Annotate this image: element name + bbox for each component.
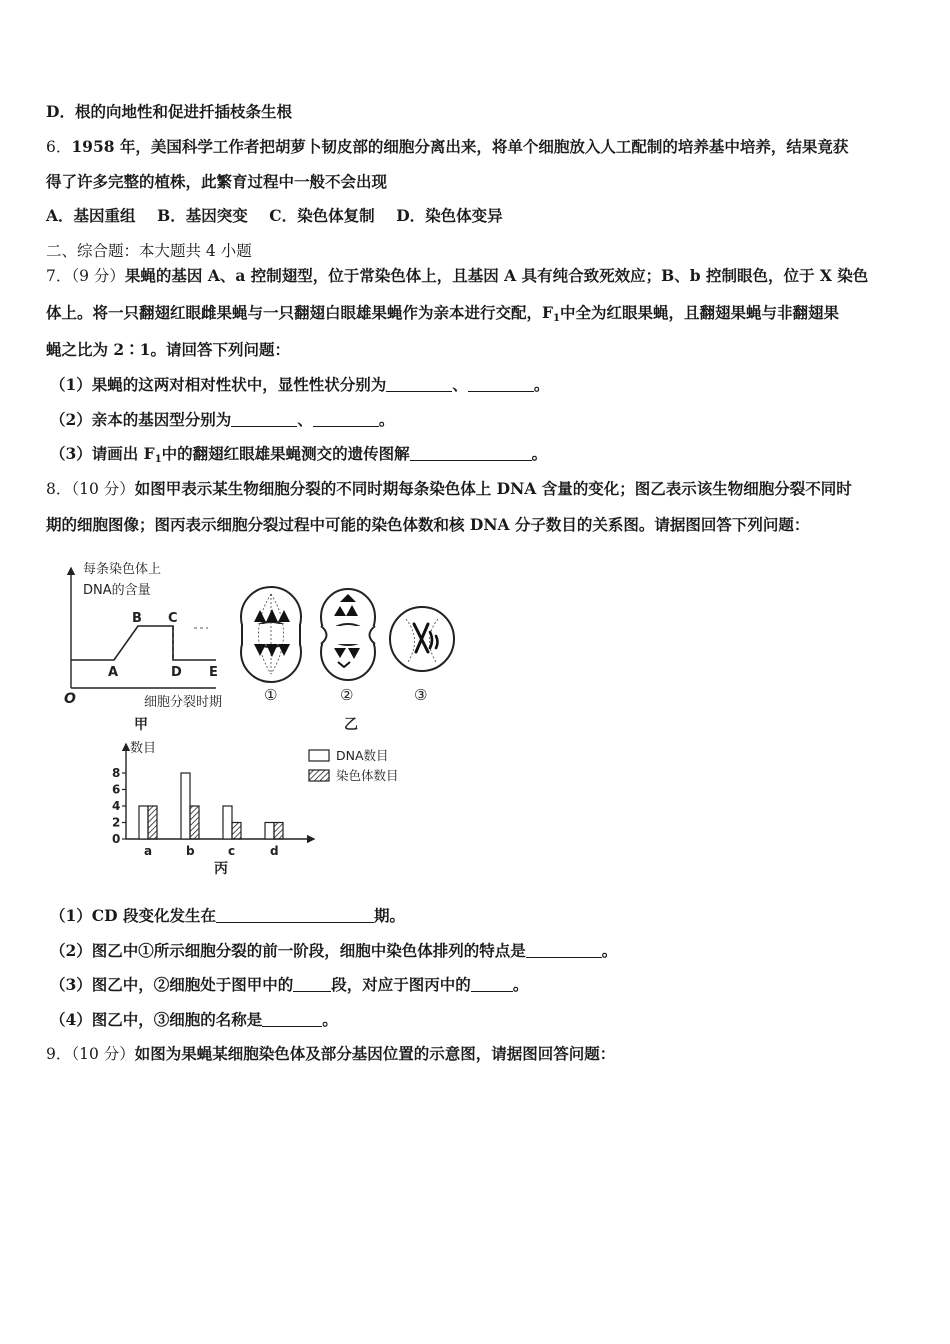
q8-sub-3-text-b: 段，对应于图丙中的 [331,975,471,994]
q6-line-2: 得了许多完整的植株，此繁育过程中一般不会出现 [46,172,388,191]
q8-sub-1-text: （1）CD 段变化发生在 [50,906,216,925]
y-tick-label: 4 [112,799,121,813]
section-2-title: 二、综合题：本大题共 4 小题 [46,242,252,260]
dna-bar-a [139,806,148,839]
q7-sub-2-end: 。 [378,410,395,429]
bing-caption: 丙 [214,861,228,877]
answer-blank[interactable] [216,908,374,923]
category-label-b: b [186,844,195,858]
jia-point-b: B [132,611,142,626]
y-tick-label: 2 [112,815,121,830]
jia-curve [71,626,216,660]
answer-blank[interactable] [526,943,602,958]
q8-line-2: 期的细胞图像；图丙表示细胞分裂过程中可能的染色体数和核 DNA 分子数目的关系图。请据图回答下列问题： [46,515,810,534]
q8-text-1: 如图甲表示某生物细胞分裂的不同时期每条染色体上 DNA 含量的变化；图乙表示该生物细胞分裂不同时 [134,479,852,498]
bing-ylabel: 数目 [130,741,157,756]
cell-3-drawing [390,607,454,671]
q7-line-2 [46,303,906,329]
jia-xlabel: 细胞分裂时期 [144,695,223,710]
q7-line-1 [46,266,906,286]
q6-text-1: 1958 年，美国科学工作者把胡萝卜韧皮部的细胞分离出来，将单个细胞放入人工配制的培养基中培养，结果竟获 [71,137,849,156]
jia-ylabel-2: DNA的含量 [83,583,151,598]
q7-sub-2 [50,410,910,430]
jia-point-e: E [209,665,218,680]
answer-blank[interactable] [471,977,513,992]
cell-2-drawing [321,589,375,680]
legend-chromosome-swatch [309,770,329,781]
q7-sub-1-sep: 、 [452,375,468,394]
q8-sub-3-end: 。 [512,975,529,994]
cell-label-3: ③ [414,686,428,704]
dna-bar-c [223,806,232,839]
q9-line-1 [46,1044,906,1064]
q7-sub-1-end: 。 [533,375,550,394]
q8-score: （10 分） [71,480,135,498]
q9-text-1: 如图为果蝇某细胞染色体及部分基因位置的示意图，请据图回答问题： [134,1044,616,1063]
q8-sub-1-end: 期。 [373,906,405,925]
figure-yi [241,587,454,733]
q6-line-1 [46,137,906,157]
q8-sub-4-end: 。 [322,1010,338,1029]
q7-text-1: 果蝇的基因 A、a 控制翅型，位于常染色体上，且基因 A 具有纯合致死效应；B、b 控制眼色，位于 X 染色 [124,266,869,285]
legend-dna-swatch [309,750,329,761]
answer-blank[interactable] [386,377,452,392]
q7-text-2a: 体上。将一只翻翅红眼雌果蝇与一只翻翅白眼雄果蝇作为亲本进行交配，F [46,303,554,322]
q7-line-3: 蝇之比为 2∶1。请回答下列问题： [46,340,290,359]
category-label-d: d [270,844,279,858]
q7-sub-3-f1-sub: 1 [154,454,162,465]
chromosome-bar-b [190,806,199,839]
jia-point-c: C [168,611,178,626]
answer-blank[interactable] [410,446,532,461]
q7-sub-3-end: 。 [531,444,548,463]
figure-bing [112,740,399,877]
answer-blank[interactable] [313,412,379,427]
q7-sub-3 [50,444,910,470]
q9-number: 9． [46,1045,72,1063]
q8-sub-4-text: （4）图乙中，③细胞的名称是 [50,1010,263,1029]
q8-sub-2-end: 。 [601,941,618,960]
q6-options: A．基因重组 B．基因突变 C．染色体复制 D．染色体变异 [46,206,503,225]
q7-number: 7． [46,267,72,285]
q7-sub-1 [50,375,910,395]
q8-sub-2 [50,941,910,961]
q7-text-2b: 中全为红眼果蝇，且翻翅果蝇与非翻翅果 [559,303,839,322]
q6-number: 6． [46,138,72,156]
q8-figures [56,552,526,882]
jia-origin: O [64,691,76,707]
q8-sub-4 [50,1010,910,1030]
jia-caption: 甲 [134,717,148,733]
y-tick-label: 8 [112,766,121,780]
dna-bar-b [181,773,190,839]
q7-f1-sub: 1 [553,313,560,324]
q7-sub-2-text: （2）亲本的基因型分别为 [50,410,232,429]
chromosome-bar-c [232,823,241,840]
answer-blank[interactable] [262,1012,322,1027]
cell-1-drawing [241,587,301,682]
cell-label-1: ① [264,686,278,704]
dna-bar-d [265,823,274,840]
q9-score: （10 分） [71,1045,135,1063]
chromosome-bar-d [274,823,283,840]
q8-sub-3-text-a: （3）图乙中，②细胞处于图甲中的 [50,975,294,994]
q7-sub-1-text: （1）果蝇的这两对相对性状中，显性性状分别为 [50,375,387,394]
q7-score: （9 分） [71,267,125,285]
chromosome-bar-a [148,806,157,839]
answer-blank[interactable] [231,412,297,427]
q5-option-d: D．根的向地性和促进扦插枝条生根 [46,102,292,121]
y-tick-label: 6 [112,782,121,797]
q8-line-1 [46,479,906,499]
legend-dna-label: DNA数目 [336,748,389,763]
category-label-c: c [228,844,236,858]
q8-number: 8． [46,480,72,498]
q7-sub-3-text-b: 中的翻翅红眼雄果蝇测交的遗传图解 [161,444,410,463]
figure-jia [64,561,222,733]
jia-ylabel-1: 每条染色体上 [83,562,162,577]
q7-sub-3-text-a: （3）请画出 F [50,444,155,463]
q7-sub-2-sep: 、 [297,410,313,429]
jia-point-a: A [108,665,119,680]
answer-blank[interactable] [293,977,331,992]
jia-point-d: D [171,665,182,680]
yi-caption: 乙 [344,717,358,733]
cell-label-2: ② [340,686,354,704]
y-tick-label: 0 [112,832,121,846]
q8-sub-1 [50,906,910,926]
legend-chromosome-label: 染色体数目 [336,768,399,783]
category-label-a: a [144,844,153,858]
answer-blank[interactable] [468,377,534,392]
q8-sub-3 [50,975,910,995]
q8-sub-2-text: （2）图乙中①所示细胞分裂的前一阶段，细胞中染色体排列的特点是 [50,941,526,960]
